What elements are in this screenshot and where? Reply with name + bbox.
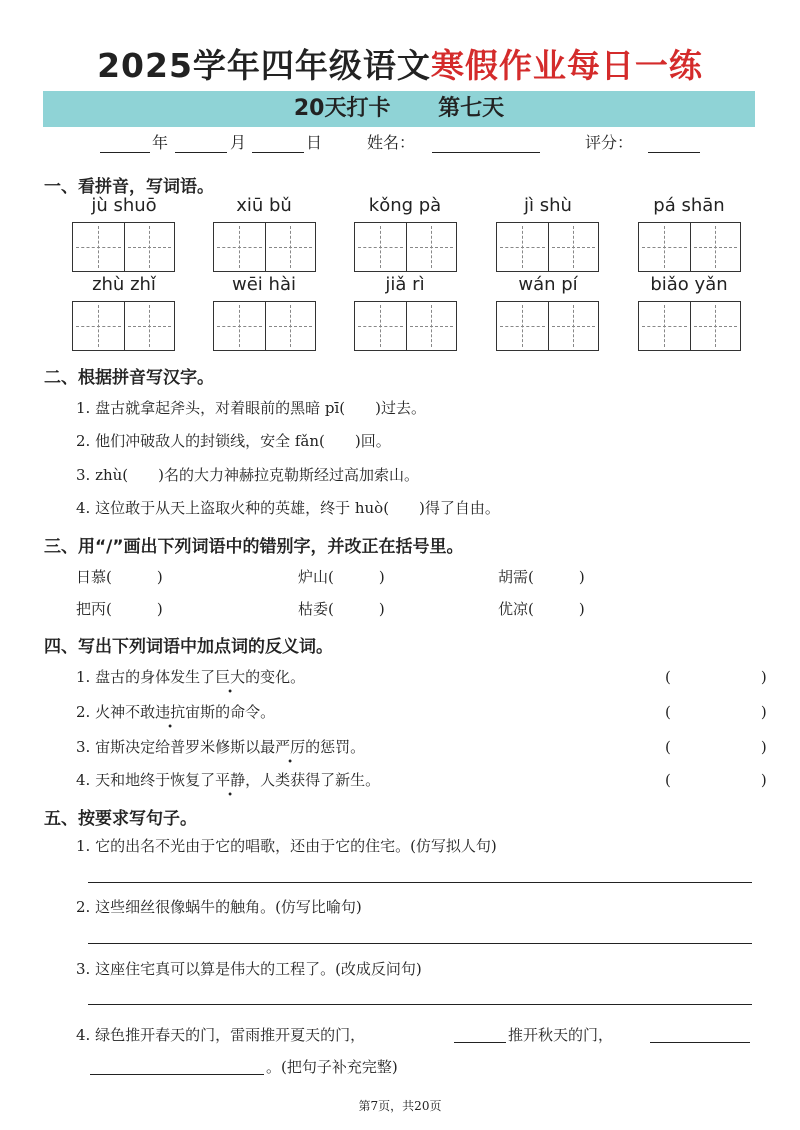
day-blank[interactable] xyxy=(252,152,304,153)
section-1-heading: 一、看拼音，写词语。 xyxy=(44,177,214,197)
pinyin-word: jiǎ rì xyxy=(385,274,425,295)
question-text: 的惩罚。 xyxy=(305,738,366,756)
pinyin-word: xiū bǔ xyxy=(236,195,292,216)
fill-blank[interactable] xyxy=(90,1074,264,1075)
dotted-word: 严厉 xyxy=(275,738,306,756)
typo-word: 炉山( ) xyxy=(298,568,385,586)
section-3-heading: 三、用“/”画出下列词语中的错别字，并改正在括号里。 xyxy=(44,537,464,557)
pinyin-word: pá shān xyxy=(653,195,725,216)
question-line: 3. zhù( )名的大力神赫拉克勒斯经过高加索山。 xyxy=(76,466,420,484)
question-text: ，人类获得了新生。 xyxy=(245,771,381,789)
dotted-word: 平静 xyxy=(215,771,246,789)
typo-word: 优凉( ) xyxy=(498,600,585,618)
answer-paren[interactable]: ( ) xyxy=(665,771,767,789)
title-red: 寒假作业每日一练 xyxy=(430,46,703,85)
question-line: 4. 这位敢于从天上盗取火种的英雄，终于 huò( )得了自由。 xyxy=(76,499,500,517)
question-text: 3. 宙斯决定给普罗米修斯以最 xyxy=(76,738,276,756)
title-black: 2025学年四年级语文 xyxy=(97,46,431,85)
writing-grid[interactable] xyxy=(354,222,457,272)
answer-line[interactable] xyxy=(88,943,752,944)
name-label: 姓名： xyxy=(367,133,416,152)
pinyin-word: jì shù xyxy=(524,195,572,216)
section-2-heading: 二、根据拼音写汉字。 xyxy=(44,368,214,388)
day-label: 日 xyxy=(306,133,323,152)
pinyin-word: wēi hài xyxy=(232,274,296,295)
sentence-task: 1. 它的出名不光由于它的唱歌，还由于它的住宅。(仿写拟人句) xyxy=(76,837,497,855)
sentence-task: 2. 这些细丝很像蜗牛的触角。(仿写比喻句) xyxy=(76,898,362,916)
answer-line[interactable] xyxy=(88,1004,752,1005)
antonym-question xyxy=(76,666,305,687)
name-blank[interactable] xyxy=(432,152,540,153)
sentence-task: 4. 绿色推开春天的门，雷雨推开夏天的门， xyxy=(76,1026,366,1044)
question-line: 1. 盘古就拿起斧头，对着眼前的黑暗 pī( )过去。 xyxy=(76,399,426,417)
banner-left: 20天打卡 xyxy=(293,96,391,121)
question-text: 2. 火神不敢 xyxy=(76,703,156,721)
question-text: 4. 天和地终于恢复了 xyxy=(76,771,216,789)
question-text: 的变化。 xyxy=(245,668,306,686)
fill-blank[interactable] xyxy=(650,1042,750,1043)
writing-grid[interactable] xyxy=(638,301,741,351)
fill-blank[interactable] xyxy=(454,1042,506,1043)
answer-paren[interactable]: ( ) xyxy=(665,738,767,756)
dotted-word: 巨大 xyxy=(215,668,246,686)
checkin-banner xyxy=(43,91,755,127)
writing-grid[interactable] xyxy=(213,222,316,272)
pinyin-word: biǎo yǎn xyxy=(650,274,728,295)
answer-line[interactable] xyxy=(88,882,752,883)
question-text: 1. 盘古的身体发生了 xyxy=(76,668,216,686)
question-text: 宙斯的命令。 xyxy=(185,703,276,721)
score-blank[interactable] xyxy=(648,152,700,153)
writing-grid[interactable] xyxy=(213,301,316,351)
answer-paren[interactable]: ( ) xyxy=(665,668,767,686)
dotted-word: 违抗 xyxy=(155,703,186,721)
typo-word: 日慕( ) xyxy=(76,568,163,586)
month-blank[interactable] xyxy=(175,152,227,153)
antonym-question xyxy=(76,769,380,790)
sentence-task: 推开秋天的门， xyxy=(508,1026,614,1044)
writing-grid[interactable] xyxy=(496,222,599,272)
score-label: 评分： xyxy=(585,133,634,152)
writing-grid[interactable] xyxy=(354,301,457,351)
banner-right: 第七天 xyxy=(438,96,505,121)
writing-grid[interactable] xyxy=(72,301,175,351)
antonym-question xyxy=(76,701,275,722)
pinyin-word: zhù zhǐ xyxy=(92,274,156,295)
antonym-question xyxy=(76,736,365,757)
pinyin-word: wán pí xyxy=(518,274,578,295)
sentence-task: 3. 这座住宅真可以算是伟大的工程了。(改成反问句) xyxy=(76,960,422,978)
month-label: 月 xyxy=(230,133,247,152)
answer-paren[interactable]: ( ) xyxy=(665,703,767,721)
page-title xyxy=(0,40,800,87)
typo-word: 枯委( ) xyxy=(298,600,385,618)
section-5-heading: 五、按要求写句子。 xyxy=(44,809,197,829)
question-line: 2. 他们冲破敌人的封锁线，安全 fǎn( )回。 xyxy=(76,432,391,450)
pinyin-word: jù shuō xyxy=(91,195,157,216)
year-blank[interactable] xyxy=(100,152,150,153)
pinyin-word: kǒng pà xyxy=(368,195,442,216)
writing-grid[interactable] xyxy=(72,222,175,272)
typo-word: 胡需( ) xyxy=(498,568,585,586)
sentence-task: 。(把句子补充完整) xyxy=(266,1058,398,1076)
section-4-heading: 四、写出下列词语中加点词的反义词。 xyxy=(44,637,333,657)
writing-grid[interactable] xyxy=(638,222,741,272)
typo-word: 把丙( ) xyxy=(76,600,163,618)
writing-grid[interactable] xyxy=(496,301,599,351)
page-footer: 第7页，共20页 xyxy=(358,1099,442,1113)
year-label: 年 xyxy=(152,133,169,152)
